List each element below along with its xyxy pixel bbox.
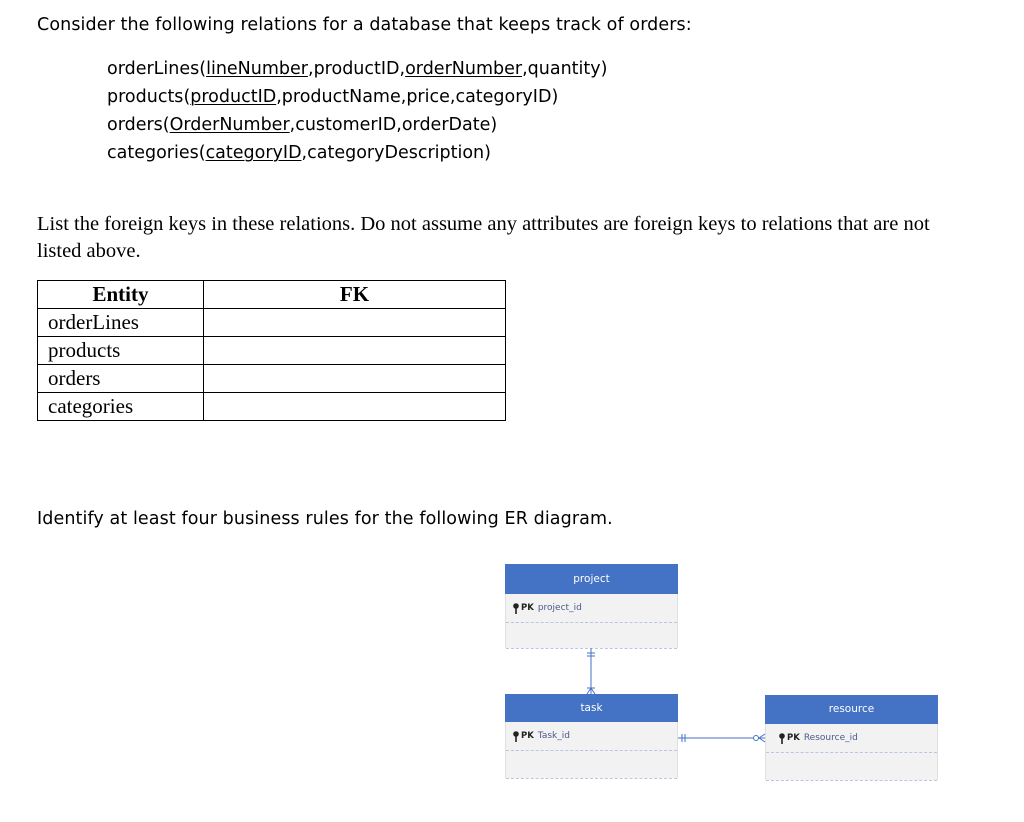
relation-categories: categories(categoryID,categoryDescription)	[107, 143, 491, 163]
fk-table-header-fk: FK	[204, 281, 506, 309]
attribute: categoryID	[455, 87, 552, 107]
attribute: productID	[313, 59, 400, 79]
entity-task-title: task	[505, 694, 678, 722]
entity-resource-title: resource	[765, 695, 938, 724]
task-id-field: Task_id	[537, 731, 570, 741]
relation-name: orders	[107, 115, 163, 135]
pk-label: PK	[521, 731, 534, 741]
section1-heading: Consider the following relations for a database that keeps track of orders:	[37, 15, 692, 35]
primary-key-attribute: lineNumber	[206, 59, 308, 79]
project-task-relationship	[587, 648, 595, 694]
relation-name: categories	[107, 143, 199, 163]
primary-key-attribute: productID	[190, 87, 277, 107]
task-resource-relationship	[678, 734, 765, 742]
section2-heading: Identify at least four business rules for the following ER diagram.	[37, 509, 613, 529]
entity-cell: products	[38, 337, 204, 365]
entity-cell: orders	[38, 365, 204, 393]
relation-products: products(productID,productName,price,categoryID)	[107, 87, 559, 107]
attribute: quantity	[527, 59, 601, 79]
fk-table-header-entity: Entity	[38, 281, 204, 309]
primary-key-attribute: orderNumber	[405, 59, 523, 79]
attribute: orderDate	[401, 115, 491, 135]
project-id-field: project_id	[537, 603, 582, 613]
relation-name: products	[107, 87, 184, 107]
primary-key-attribute: OrderNumber	[169, 115, 290, 135]
fk-instruction: List the foreign keys in these relations. Do not assume any attributes are foreign keys to relations that are not listed above.	[37, 213, 930, 262]
primary-key-attribute: categoryID	[205, 143, 302, 163]
relation-name: orderLines	[107, 59, 200, 79]
entity-project-title: project	[505, 564, 678, 594]
relation-orderlines: orderLines(lineNumber,productID,orderNumber,quantity)	[107, 59, 608, 79]
pk-label: PK	[521, 603, 534, 613]
entity-cell: orderLines	[38, 309, 204, 337]
relation-orders: orders(OrderNumber,customerID,orderDate)	[107, 115, 498, 135]
pk-label: PK	[787, 733, 800, 743]
attribute: price	[406, 87, 450, 107]
resource-id-field: Resource_id	[803, 733, 858, 743]
attribute: categoryDescription	[307, 143, 485, 163]
entity-cell: categories	[38, 393, 204, 421]
attribute: productName	[281, 87, 401, 107]
attribute: customerID	[295, 115, 397, 135]
